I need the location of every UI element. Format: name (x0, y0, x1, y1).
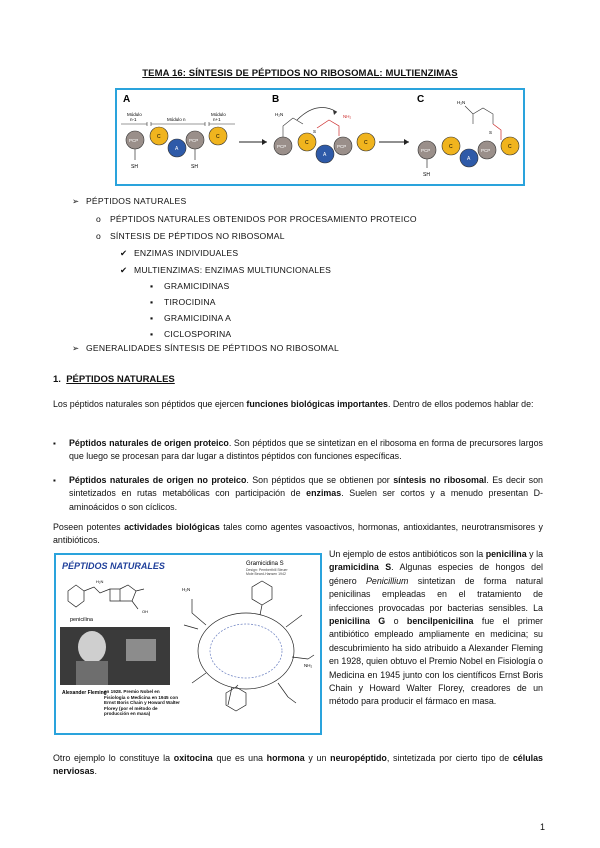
panel-label-b: B (272, 94, 280, 105)
gramicidin-title: Gramicidina S (246, 561, 284, 567)
caption-bold: Alexander Fleming (62, 690, 107, 696)
module-prev-label2: n-1 (130, 117, 137, 122)
svg-text:C: C (508, 144, 512, 150)
svg-text:H₂N: H₂N (275, 112, 284, 117)
gramicidin-structure (184, 581, 314, 711)
svg-text:C: C (157, 134, 161, 140)
module-prev-label: Módulo (127, 112, 142, 117)
outline-item: ➢ GENERALIDADES SÍNTESIS DE PÉPTIDOS NO RIBOSOMAL (72, 343, 339, 353)
svg-text:S: S (313, 129, 317, 134)
section-heading: 1. PÉPTIDOS NATURALES (53, 374, 175, 385)
svg-text:Design: Pemberthill Steuer: Design: Pemberthill Steuer (246, 568, 288, 572)
outline-item: ➢ PÉPTIDOS NATURALES (72, 196, 187, 206)
natural-peptides-svg (56, 555, 320, 733)
natural-peptides-figure (54, 553, 322, 735)
oxytocin-paragraph: Otro ejemplo lo constituye la oxitocina que es una hormona y un neuropéptido, sintetizada por cierto tipo de células nerviosas. (53, 753, 543, 777)
svg-text:PCP: PCP (129, 138, 139, 143)
outline-item: o PÉPTIDOS NATURALES OBTENIDOS POR PROCESAMIENTO PROTEICO (96, 214, 417, 224)
antibiotics-paragraph: Un ejemplo de estos antibióticos son la penicilina y la gramicidina S. Algunas especies de hongos del género Penicillium sintetizan de forma natural penicilinas empleadas en el tratamiento de infecciones provocadas por bacterias sensibles. La penicilina G o bencilpenicilina fue el primer antibiótico empleado ampliamente en medicina; su descubrimiento ha sido atribuido a Alexander Fleming en 1928, quien obtuvo el Premio Nobel en Fisiología o Medicina en 1945 junto con los científicos Ernst Boris Chain y Howard Walter Florey, creadores de un método para producir el fármaco en masa. (329, 549, 544, 707)
intro-paragraph: Los péptidos naturales son péptidos que ejercen funciones biológicas importantes. Dentro de ellos podemos hablar de: (53, 399, 534, 409)
svg-text:OH: OH (142, 609, 148, 614)
svg-text:A: A (467, 156, 471, 162)
outline-item: ▪ GRAMICIDINAS (150, 281, 230, 291)
svg-text:PCP: PCP (277, 144, 287, 149)
outline-item: ✔ MULTIENZIMAS: ENZIMAS MULTIUNCIONALES (120, 265, 332, 275)
module-n-label: Módulo n (167, 117, 186, 122)
svg-text:NH₂: NH₂ (343, 114, 352, 119)
svg-text:SH: SH (423, 172, 430, 178)
outline-item: o SÍNTESIS DE PÉPTIDOS NO RIBOSOMAL (96, 231, 285, 241)
activities-paragraph: Poseen potentes actividades biológicas tales como agentes vasoactivos, hormonas, antioxidantes, neurotransmisores y antibióticos. (53, 522, 543, 546)
svg-text:C: C (449, 144, 453, 150)
svg-text:S: S (489, 130, 493, 135)
svg-text:C: C (305, 140, 309, 146)
module-next-label2: n+1 (213, 117, 221, 122)
figure-header: PÉPTIDOS NATURALES (62, 561, 165, 571)
bullet-marker: ▪ (53, 476, 56, 485)
svg-text:H₂N: H₂N (182, 587, 191, 592)
panel-label-a: A (123, 94, 131, 105)
svg-text:PCP: PCP (421, 148, 431, 153)
outline-item: ▪ CICLOSPORINA (150, 329, 232, 339)
outline (0, 0, 600, 360)
bullet-non-proteic: ▪ Péptidos naturales de origen no proteico. Son péptidos que se obtienen por síntesis no ribosomal. Es decir son sintetizados en rutas metabólicas con participación de enzimas. Suelen ser cortos y a menudo presentan D-aminoácidos o son cíclicos. (53, 475, 544, 512)
svg-text:C: C (364, 140, 368, 146)
page-title: TEMA 16: SÍNTESIS DE PÉPTIDOS NO RIBOSOMAL: MULTIENZIMAS (142, 68, 458, 79)
bullet-marker: ▪ (53, 439, 56, 448)
svg-text:PCP: PCP (481, 148, 491, 153)
svg-text:PCP: PCP (337, 144, 347, 149)
penicillin-structure (68, 585, 144, 609)
outline-item: ✔ ENZIMAS INDIVIDUALES (120, 248, 239, 258)
outline-item: ▪ TIROCIDINA (150, 297, 216, 307)
fleming-caption: en 1928. Premio Nobel en Fisiología o Medicina en 1945 con Ernst Boris Chain y Howard Walter Florey (por el método de producción en masa) (104, 689, 180, 717)
svg-text:A: A (323, 152, 327, 158)
svg-text:A: A (175, 146, 179, 152)
svg-text:SH: SH (131, 164, 138, 170)
svg-text:H₂N: H₂N (457, 100, 466, 105)
bullet-proteic: ▪ Péptidos naturales de origen proteico. Son péptidos que se sintetizan en el ribosoma en forma de precursores largos que luego se procesan para dar lugar a distintos péptidos con funciones específicas. (53, 438, 543, 462)
outline-item: ▪ GRAMICIDINA A (150, 313, 232, 323)
svg-text:NH₂: NH₂ (304, 663, 313, 668)
svg-text:SH: SH (191, 164, 198, 170)
page-number: 1 (540, 822, 546, 832)
svg-text:Mole Beard-Hansen 1942: Mole Beard-Hansen 1942 (246, 572, 286, 576)
svg-text:PCP: PCP (189, 138, 199, 143)
svg-text:C: C (216, 134, 220, 140)
panel-label-c: C (417, 94, 425, 105)
module-next-label: Módulo (211, 112, 226, 117)
penicillin-label: penicilina (70, 617, 93, 623)
svg-text:H₂N: H₂N (96, 579, 104, 584)
